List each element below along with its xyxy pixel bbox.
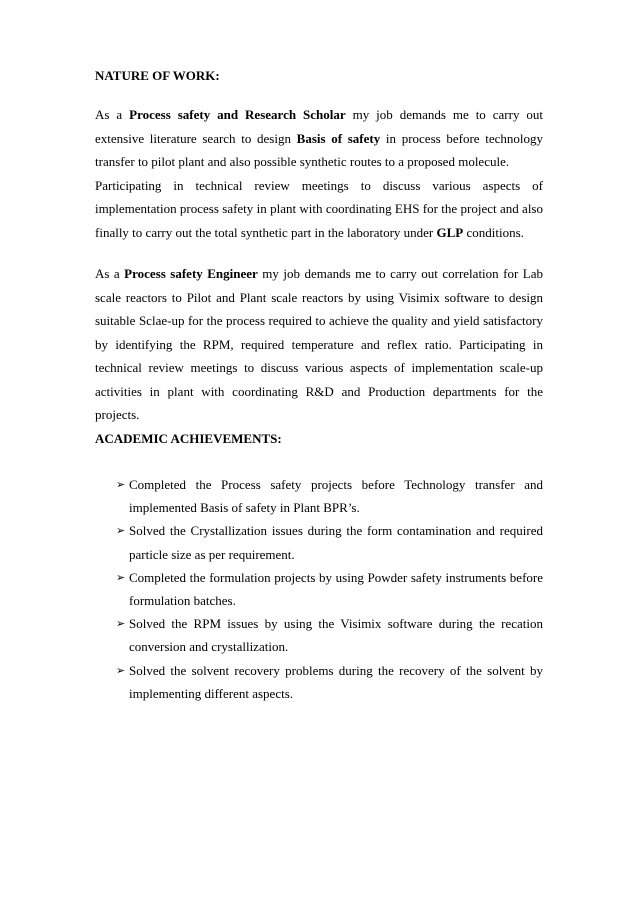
nature-of-work-body [95,103,543,244]
review-meetings-paragraph: Participating in technical review meetings to discuss various aspects of implementation process safety in plant with coordinating EHS for the project and also finally to carry out the total synthetic part in the laboratory under GLP conditions. [95,177,543,240]
list-item: ➢ Solved the solvent recovery problems during the recovery of the solvent by implementing different aspects. [116,659,543,705]
process-safety-engineer-paragraph: As a Process safety Engineer my job demands me to carry out correlation for Lab scale reactors to Pilot and Plant scale reactors by using Visimix software to design suitable Sclae-up for the process required to achieve the quality and yield satisfactory by identifying the RPM, required temperature and reflex ratio. Participating in technical review meetings to discuss various aspects of implementation scale-up activities in plant with coordinating R&D and Production departments for the projects. [95,266,543,422]
arrowhead-bullet-icon: ➢ [116,617,126,631]
list-item: ➢ Completed the formulation projects by using Powder safety instruments before formulation batches. [116,566,543,612]
arrowhead-bullet-icon: ➢ [116,663,126,677]
process-safety-scholar-paragraph: As a Process safety and Research Scholar my job demands me to carry out extensive literature search to design Basis of safety in process before technology transfer to pilot plant and also possible synthetic routes to a proposed molecule. [95,107,544,169]
arrowhead-bullet-icon: ➢ [116,524,126,538]
list-item: ➢ Solved the Crystallization issues during the form contamination and required particle size as per requirement. [116,519,543,565]
arrowhead-bullet-icon: ➢ [116,570,126,584]
arrowhead-bullet-icon: ➢ [116,478,126,491]
list-item: ➢ Completed the Process safety projects before Technology transfer and implemented Basis of safety in Plant BPR’s. [116,473,543,519]
nature-of-work-heading: NATURE OF WORK: [95,68,220,83]
academic-achievements-heading: ACADEMIC ACHIEVEMENTS: [95,431,282,446]
achievements-list [116,473,543,705]
list-item: ➢ Solved the RPM issues by using the Visimix software during the recation conversion and crystallization. [116,612,543,658]
